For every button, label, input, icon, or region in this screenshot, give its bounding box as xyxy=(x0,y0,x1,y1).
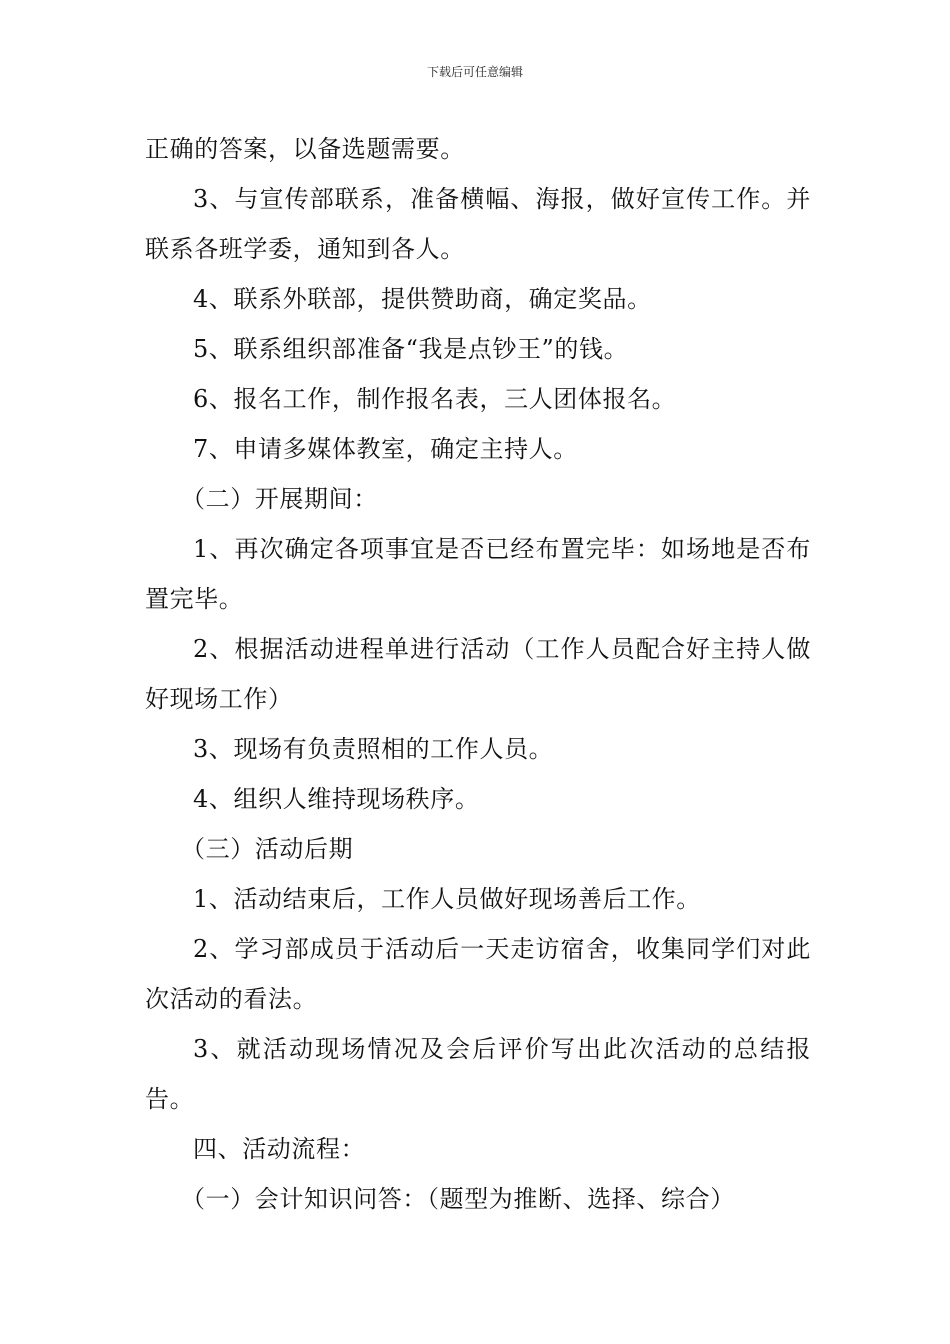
section-heading: （二）开展期间： xyxy=(181,485,378,513)
section-heading: （一）会计知识问答：（题型为推断、选择、综合） xyxy=(181,1185,735,1213)
paragraph: 4、组织人维持现场秩序。 xyxy=(193,785,480,813)
paragraph: 7、申请多媒体教室，确定主持人。 xyxy=(193,435,578,463)
paragraph: 3、与宣传部联系，准备横幅、海报，做好宣传工作。并联系各班学委，通知到各人。 xyxy=(145,185,811,263)
paragraph: 3、就活动现场情况及会后评价写出此次活动的总结报告。 xyxy=(145,1035,811,1113)
paragraph: 2、学习部成员于活动后一天走访宿舍，收集同学们对此次活动的看法。 xyxy=(145,935,811,1013)
paragraph: 3、现场有负责照相的工作人员。 xyxy=(193,735,554,763)
section-heading: （三）活动后期 xyxy=(181,835,354,863)
paragraph: 1、活动结束后，工作人员做好现场善后工作。 xyxy=(193,885,701,913)
paragraph: 1、再次确定各项事宜是否已经布置完毕：如场地是否布置完毕。 xyxy=(145,535,811,613)
paragraph: 6、报名工作，制作报名表，三人团体报名。 xyxy=(193,385,677,413)
page-header: 下载后可任意编辑 xyxy=(426,65,523,79)
document-body xyxy=(145,124,811,1224)
paragraph: 5、联系组织部准备“我是点钞王”的钱。 xyxy=(193,335,629,363)
paragraph: 正确的答案，以备选题需要。 xyxy=(145,135,465,163)
section-heading: 四、活动流程： xyxy=(193,1135,366,1163)
paragraph: 4、联系外联部，提供赞助商，确定奖品。 xyxy=(193,285,652,313)
paragraph: 2、根据活动进程单进行活动（工作人员配合好主持人做好现场工作） xyxy=(145,635,811,713)
